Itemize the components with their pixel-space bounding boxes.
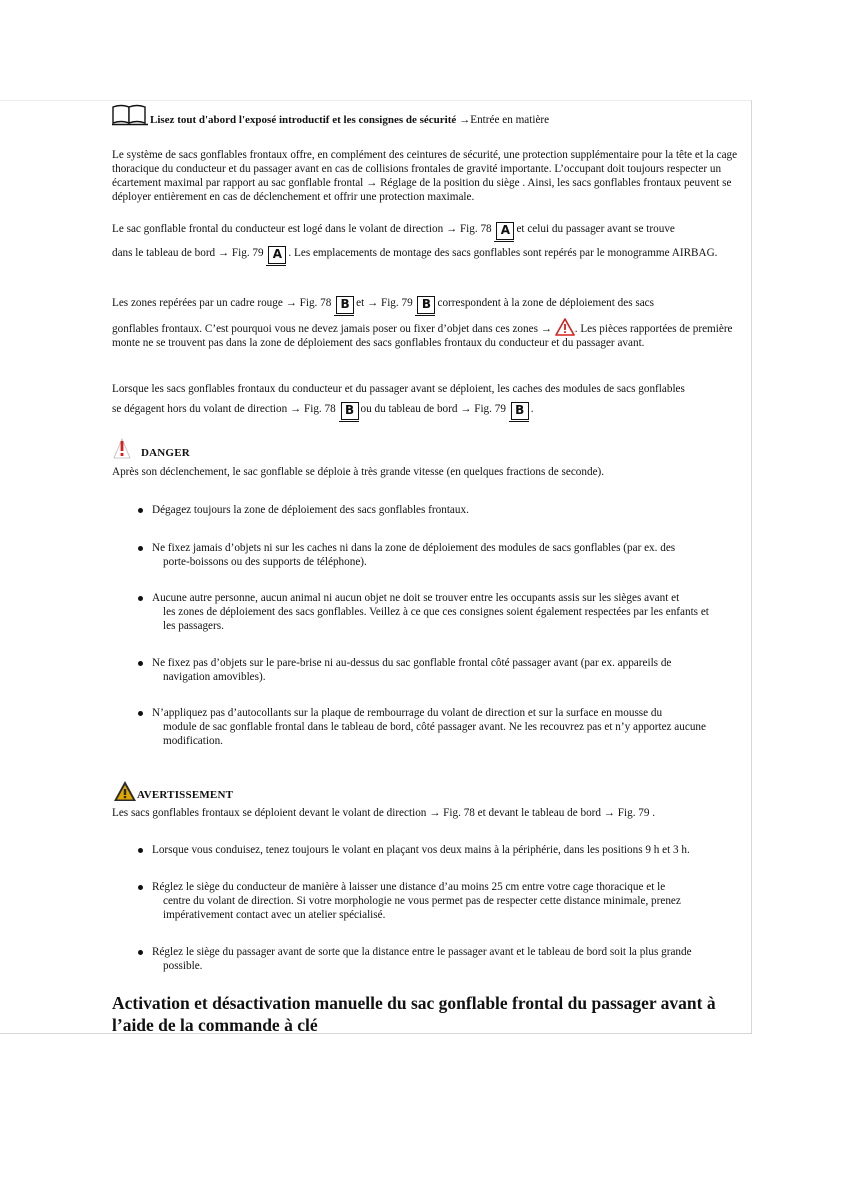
list-item-text-cont: possible.	[163, 960, 203, 972]
list-item	[152, 656, 737, 684]
list-item-text: N’appliquez pas d’autocollants sur la plaque de rembourrage du volant de direction et sur la surface en mousse du	[152, 707, 663, 719]
list-item	[152, 945, 737, 973]
list-item-text: Réglez le siège du passager avant de sorte que la distance entre le passager avant et le tableau de bord soit la plus grande	[152, 946, 692, 958]
p3-text-e: . Les pièces rapportées de première monte ne se trouvent pas dans la zone de déploiement des sacs gonflables frontaux du conducteur et du passager avant.	[112, 323, 733, 349]
bullet-icon	[138, 596, 143, 601]
list-item-text: Aucune autre personne, aucun animal ni aucun objet ne doit se trouver entre les occupants assis sur les sièges avant et	[152, 592, 680, 604]
paragraph-1: Le système de sacs gonflables frontaux offre, en complément des ceintures de sécurité, une protection supplémentaire pour la tête et la cage thoracique du conducteur et du passager avant en cas de collisions frontales de gravité importante. L’occupant doit toujours respecter un écartement maximal par rapport au sac gonflable frontal → Réglage de la position du siège . Ainsi, les sacs gonflables frontaux peuvent se déployer entièrement en cas de déclenchement et offrir une protection maximale.	[112, 149, 738, 203]
paragraph-2	[112, 222, 740, 264]
list-item-text: Lorsque vous conduisez, tenez toujours le volant en plaçant vos deux mains à la périphérie, dans les positions 9 h et 3 h.	[152, 844, 690, 856]
bullet-icon	[138, 546, 143, 551]
list-item	[152, 503, 737, 517]
p2-text-b: et celui du passager avant se trouve	[516, 223, 675, 235]
figure-b-icon[interactable]: B	[417, 296, 435, 314]
bullet-icon	[138, 508, 143, 513]
avertissement-heading	[113, 780, 233, 802]
list-item-text-cont: porte-boissons ou des supports de téléphone).	[163, 556, 367, 568]
warning-triangle-icon[interactable]	[555, 318, 575, 336]
section-title: Activation et désactivation manuelle du sac gonflable frontal du passager avant à l’aide de la commande à clé	[112, 993, 716, 1035]
bullet-icon	[138, 950, 143, 955]
list-item	[152, 843, 737, 857]
p2-text-c: dans le tableau de bord → Fig. 79	[112, 247, 264, 259]
danger-icon	[113, 438, 131, 460]
list-item-text: Dégagez toujours la zone de déploiement des sacs gonflables frontaux.	[152, 504, 469, 516]
figure-a-icon[interactable]: A	[268, 246, 286, 264]
p4-text-b: se dégagent hors du volant de direction → Fig. 78	[112, 403, 336, 415]
list-item-text-cont: centre du volant de direction. Si votre morphologie ne vous permet pas de respecter cette distance minimale, prenez impérativement contact avec un atelier spécialisé.	[163, 895, 681, 921]
intro-title: Lisez tout d'abord l'exposé introductif et les consignes de sécurité	[150, 114, 457, 126]
list-item-text-cont: module de sac gonflable frontal dans le tableau de bord, côté passager avant. Ne les recouvrez pas et n’y apportez aucune modification.	[163, 721, 706, 747]
p4-text-a: Lorsque les sacs gonflables frontaux du conducteur et du passager avant se déploient, les caches des modules de sacs gonflables	[112, 383, 685, 395]
list-item-text-cont: les zones de déploiement des sacs gonflables. Veillez à ce que ces consignes soient également respectées par les enfants et les passagers.	[163, 606, 709, 632]
intro-line	[112, 102, 549, 126]
p4-text-d: .	[530, 403, 534, 415]
avertissement-text: Les sacs gonflables frontaux se déploient devant le volant de direction → Fig. 78 et devant le tableau de bord → Fig. 79 .	[112, 807, 656, 819]
danger-title: DANGER	[141, 447, 190, 459]
bullet-icon	[138, 848, 143, 853]
avertissement-title: AVERTISSEMENT	[137, 789, 234, 801]
bullet-icon	[138, 711, 143, 716]
danger-heading	[113, 438, 190, 460]
list-item	[152, 591, 737, 633]
list-item	[152, 541, 737, 569]
paragraph-4	[112, 382, 740, 420]
p3-text-d: gonflables frontaux. C’est pourquoi vous ne devez jamais poser ou fixer d’objet dans ces zones →	[112, 323, 552, 335]
p2-text-d: . Les emplacements de montage des sacs gonflables sont repérés par le monogramme AIRBAG.	[288, 247, 718, 259]
list-item	[152, 880, 737, 922]
book-icon	[112, 102, 148, 126]
figure-a-icon[interactable]: A	[496, 222, 514, 240]
paragraph-3	[112, 296, 740, 350]
intro-link[interactable]: →Entrée en matière	[459, 114, 550, 126]
p3-text-b: et → Fig. 79	[356, 297, 413, 309]
p3-text-c: correspondent à la zone de déploiement des sacs	[437, 297, 655, 309]
p4-text-c: ou du tableau de bord → Fig. 79	[360, 403, 506, 415]
figure-b-icon[interactable]: B	[341, 402, 359, 420]
figure-b-icon[interactable]: B	[336, 296, 354, 314]
figure-b-icon[interactable]: B	[511, 402, 529, 420]
p2-text-a: Le sac gonflable frontal du conducteur est logé dans le volant de direction → Fig. 78	[112, 223, 492, 235]
p3-text-a: Les zones repérées par un cadre rouge → Fig. 78	[112, 297, 332, 309]
list-item-text: Réglez le siège du conducteur de manière à laisser une distance d’au moins 25 cm entre votre cage thoracique et le	[152, 881, 666, 893]
danger-text: Après son déclenchement, le sac gonflable se déploie à très grande vitesse (en quelques fractions de seconde).	[112, 466, 605, 478]
warning-icon	[113, 780, 137, 802]
list-item	[152, 706, 737, 748]
list-item-text: Ne fixez jamais d’objets ni sur les caches ni dans la zone de déploiement des modules de sacs gonflables (par ex. des	[152, 542, 676, 554]
list-item-text: Ne fixez pas d’objets sur le pare-brise ni au-dessus du sac gonflable frontal côté passager avant (par ex. appareils de	[152, 657, 672, 669]
bullet-icon	[138, 661, 143, 666]
bullet-icon	[138, 885, 143, 890]
list-item-text-cont: navigation amovibles).	[163, 671, 266, 683]
